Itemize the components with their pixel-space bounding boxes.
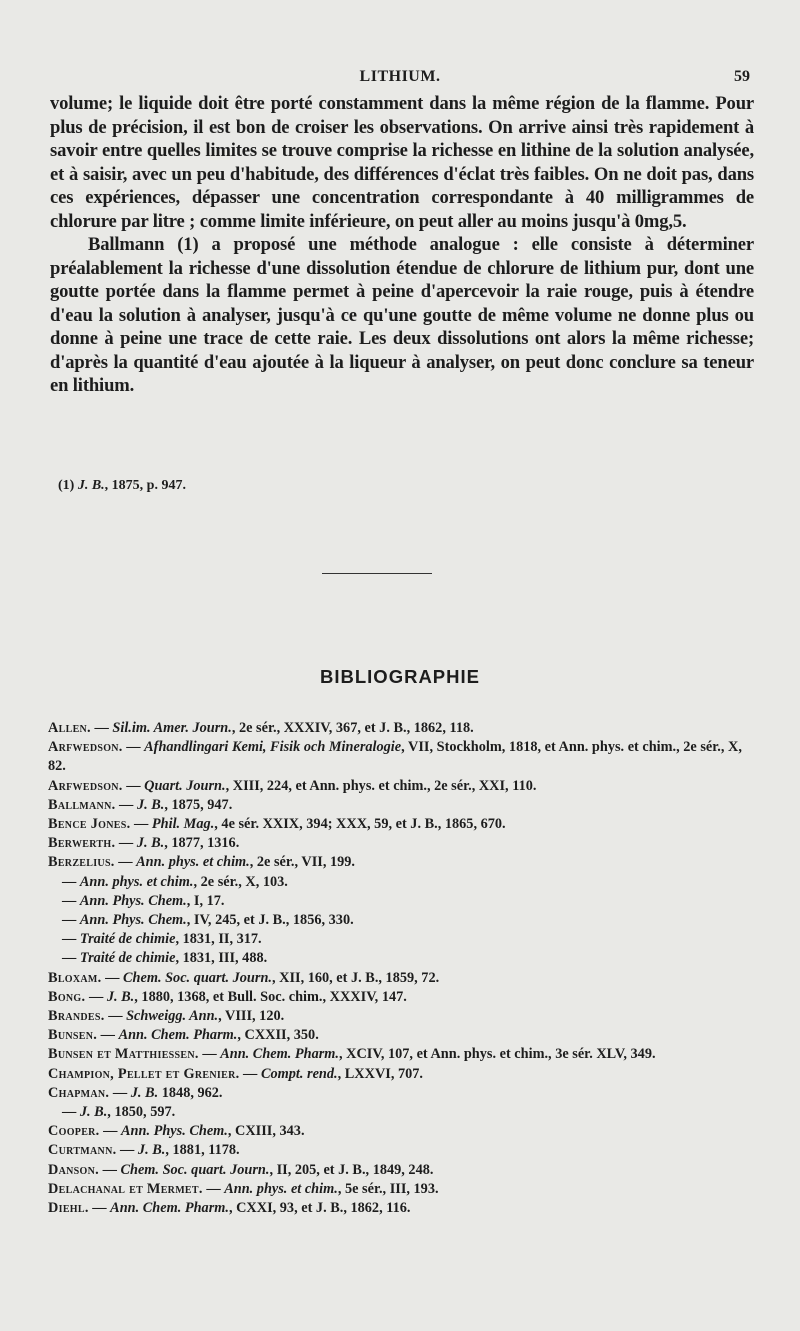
entry-details: , 2e sér., VII, 199. [249,854,355,871]
entry-title: J. B. [106,988,135,1005]
entry-details: , VII, Stockholm, 1818, et Ann. phys. et chim., 2e sér., X, 82. [48,739,742,775]
entry-title: Afhandlingari Kemi, Fisik och Mineralogie [144,739,402,756]
bibliography-entry [48,1007,760,1026]
entry-details: , IV, 245, et J. B., 1856, 330. [186,912,354,929]
bibliography-entry [48,1045,760,1064]
bibliography-entry [48,1026,760,1045]
entry-details: , 1831, III, 488. [175,950,268,967]
bibliography-entry [48,1122,760,1141]
entry-separator: — [88,1200,111,1217]
entry-title: Ann. Phys. Chem. [121,1123,228,1140]
paragraph: Ballmann (1) a proposé une méthode analogue : elle consiste à déterminer préalablement la richesse d'une dissolution étendue de chlorure de lithium pur, dont une goutte portée dans la flamme permet à peine d'apercevoir la raie rouge, puis à étendre d'eau la solution à analyser, jusqu'à ce qu'une goutte de même volume ne donne plus ou donne à peine une trace de cette raie. Les deux dissolutions ont alors la même richesse; d'après la quantité d'eau ajoutée à la liqueur à analyser, on peut donc conclure sa teneur en lithium. [50,234,754,396]
entry-details: , CXXI, 93, et J. B., 1862, 116. [228,1200,411,1217]
bibliography-entry [48,930,760,949]
entry-separator: — [122,739,145,756]
entry-author: Bong. [48,988,86,1005]
entry-author: Cooper. [48,1123,100,1140]
entry-separator: — [114,854,137,871]
entry-details: , 5e sér., III, 193. [337,1180,439,1197]
entry-title: Phil. Mag. [151,816,215,833]
entry-separator: — [198,1046,221,1063]
section-divider [322,573,432,574]
entry-title: Traité de chimie [79,931,176,948]
entry-author: Curtmann. [48,1142,117,1159]
bibliography-entry [48,1199,760,1218]
entry-title: J. B. [79,1104,108,1121]
entry-separator: — [239,1065,261,1082]
entry-title: J. B. [136,796,165,813]
entry-title: Ann. Chem. Pharm. [220,1046,339,1063]
entry-title: Compt. rend. [260,1065,338,1082]
bibliography-entry [48,892,760,911]
entry-details: , CXXII, 350. [237,1027,319,1044]
entry-separator: — [130,816,152,833]
footnote-marker: (1) [58,478,75,493]
entry-title: Ann. phys. et chim. [79,873,194,890]
entry-separator: — [99,1123,122,1140]
bibliography-heading: BIBLIOGRAPHIE [320,666,480,687]
entry-author: Bunsen et Matthiessen. [48,1046,199,1063]
running-title: LITHIUM. [359,68,441,85]
entry-title: J. B. [137,1142,166,1159]
entry-author: Brandes. [48,1008,105,1025]
bibliography-entry [48,719,760,738]
bibliography-entry [48,1161,760,1180]
bibliography-entry [48,949,760,968]
entry-details: , XIII, 224, et Ann. phys. et chim., 2e sér., XXI, 110. [225,777,537,794]
footnote [58,478,186,494]
bibliography-entry [48,796,760,815]
entry-author: Bloxam. [48,969,102,986]
entry-author: Arfwedson. [48,777,123,794]
bibliography-entry [48,853,760,872]
bibliography-entry [48,1084,760,1103]
bibliography-entry [48,969,760,988]
bibliography-entry [48,1141,760,1160]
bibliography-list [48,719,760,1218]
entry-separator: — [115,835,137,852]
entry-title: Ann. phys. et chim. [224,1180,338,1197]
entry-details: , 1877, 1316. [164,835,240,852]
entry-separator: — [99,1161,121,1178]
entry-title: J. B. [136,835,165,852]
entry-author: Danson. [48,1161,100,1178]
entry-title: Ann. Phys. Chem. [79,892,187,909]
entry-details: , II, 205, et J. B., 1849, 248. [269,1161,434,1178]
entry-details: , 1831, II, 317. [175,931,262,948]
bibliography-entry [48,873,760,892]
entry-separator: — [90,720,113,736]
entry-separator: — [62,873,80,890]
bibliography-entry [48,911,760,930]
entry-author: Arfwedson. [48,739,123,756]
footnote-ref: J. B. [77,478,105,493]
footnote-rest: , 1875, p. 947. [104,478,186,493]
entry-separator: — [85,988,107,1005]
entry-author: Chapman. [48,1084,110,1101]
entry-title: Ann. phys. et chim. [136,854,250,871]
paragraph: volume; le liquide doit être porté constamment dans la même région de la flamme. Pour plus de précision, il est bon de croiser les observations. On arrive ainsi très rapidement à savoir entre quelles limites se trouve comprise la richesse en lithine de la solution analysée, et à saisir, avec un peu d'habitude, des différences d'éclat très faibles. On ne doit pas, dans ces expériences, dépasser une concentration correspondante à 40 milligrammes de chlorure par litre ; comme limite inférieure, on peut aller au moins jusqu'à 0mg,5. [50,93,754,232]
entry-separator: — [202,1180,225,1197]
page-number: 59 [734,68,750,85]
entry-separator: — [109,1084,131,1101]
entry-title: Ann. Chem. Pharm. [110,1200,229,1217]
entry-author: Allen. [48,720,91,736]
entry-details: , 1850, 597. [107,1104,176,1121]
entry-author: Berwerth. [48,835,116,852]
entry-separator: — [62,912,80,929]
entry-separator: — [62,892,80,909]
entry-title: Ann. Chem. Pharm. [118,1027,238,1044]
bibliography-entry [48,1103,760,1122]
entry-details: , XII, 160, et J. B., 1859, 72. [271,969,440,986]
entry-separator: — [62,950,80,967]
entry-details: , 1881, 1178. [165,1142,240,1159]
entry-author: Delachanal et Mermet. [48,1180,203,1197]
entry-details: , 4e sér. XXIX, 394; XXX, 59, et J. B., 1865, 670. [214,816,506,833]
bibliography-entry [48,738,760,776]
bibliography-entry [48,988,760,1007]
bibliography-entry [48,834,760,853]
entry-details: , 1880, 1368, et Bull. Soc. chim., XXXIV, 147. [134,988,407,1005]
entry-title: Ann. Phys. Chem. [79,912,187,929]
entry-separator: — [116,1142,138,1159]
entry-details: , 2e sér., XXXIV, 367, et J. B., 1862, 118. [231,720,474,736]
entry-details: , 2e sér., X, 103. [193,873,288,890]
bibliography-entry [48,815,760,834]
running-head [50,68,750,92]
entry-details: , VIII, 120. [218,1008,285,1025]
entry-separator: — [122,777,145,794]
entry-separator: — [101,969,123,986]
entry-author: Diehl. [48,1200,89,1217]
entry-title: Schweigg. Ann. [126,1008,219,1025]
entry-author: Bunsen. [48,1027,98,1044]
body-text [50,92,754,398]
entry-author: Bence Jones. [48,816,131,833]
entry-details: , XCIV, 107, et Ann. phys. et chim., 3e sér. XLV, 349. [339,1046,656,1063]
bibliography-entry [48,1065,760,1084]
entry-separator: — [97,1027,119,1044]
entry-details: , CXIII, 343. [227,1123,305,1140]
entry-separator: — [115,796,137,813]
entry-separator: — [62,931,80,948]
entry-separator: — [62,1104,80,1121]
entry-title: J. B. [130,1084,159,1101]
entry-title: Chem. Soc. quart. Journ. [120,1161,270,1178]
entry-author: Ballmann. [48,796,116,813]
entry-details: , 1875, 947. [164,796,233,813]
bibliography-entry [48,777,760,796]
entry-title: Quart. Journ. [144,777,226,794]
entry-title: Sil.im. Amer. Journ. [112,720,232,736]
entry-separator: — [104,1008,127,1025]
entry-title: Chem. Soc. quart. Journ. [123,969,272,986]
entry-title: Traité de chimie [79,950,176,967]
entry-details: 1848, 962. [158,1084,223,1101]
entry-author: Berzelius. [48,854,115,871]
bibliography-entry [48,1180,760,1199]
entry-author: Champion, Pellet et Grenier. [48,1065,240,1082]
entry-details: , I, 17. [186,892,225,909]
entry-details: , LXXVI, 707. [337,1065,423,1082]
